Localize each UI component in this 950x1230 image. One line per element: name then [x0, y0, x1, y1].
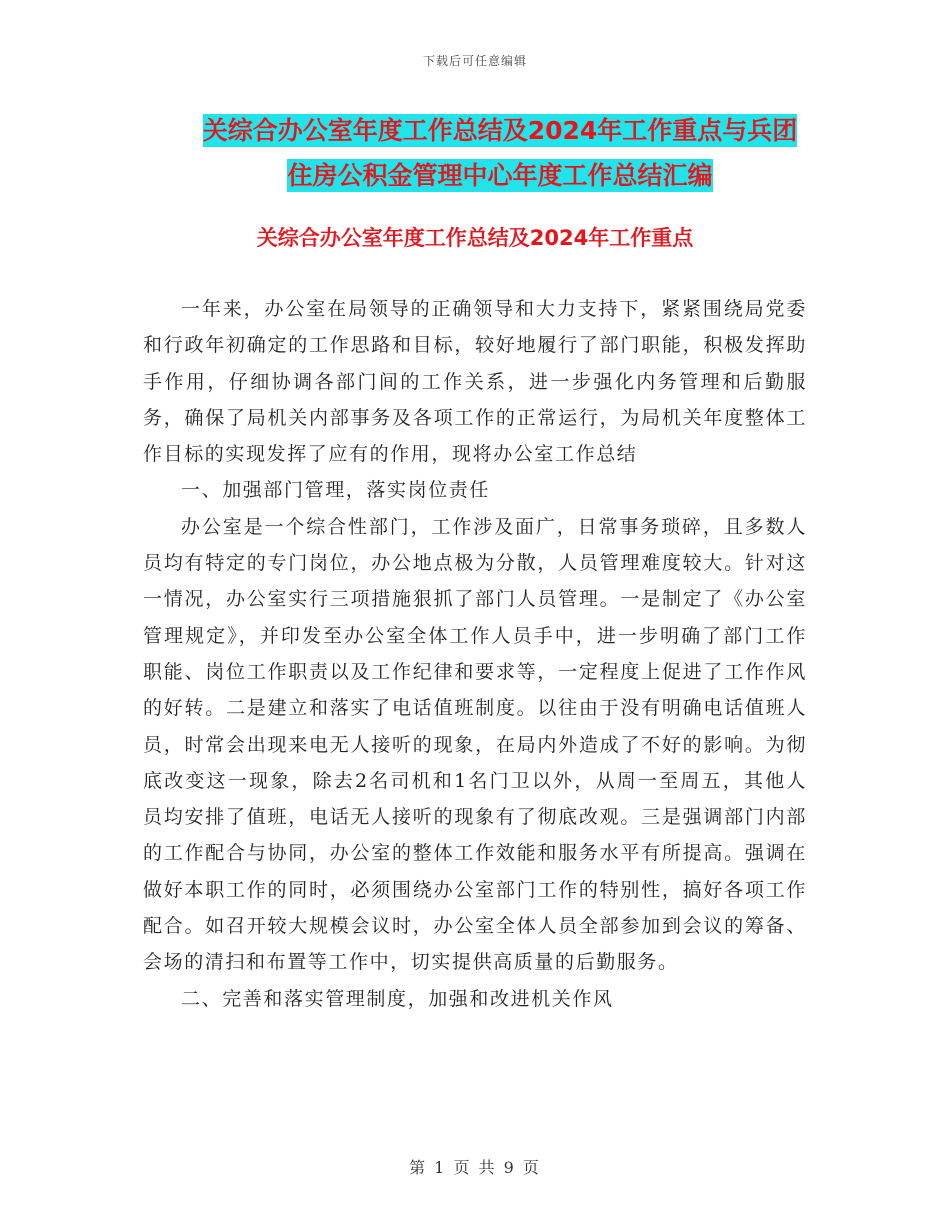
- title-line-2: 住房公积金管理中心年度工作总结汇编: [287, 161, 713, 190]
- heading-section-2: 二、完善和落实管理制度，加强和改进机关作风: [181, 987, 614, 1010]
- body-text: [143, 291, 807, 1017]
- heading-section-1: 一、加强部门管理，落实岗位责任: [181, 479, 491, 502]
- page-footer: 第 1 页 共 9 页: [409, 1158, 541, 1177]
- paragraph-intro: 一年来，办公室在局领导的正确领导和大力支持下，紧紧围绕局党委和行政年初确定的工作思路和目标，较好地履行了部门职能，积极发挥助手作用，仔细协调各部门间的工作关系，进一步强化内务管理和后勤服务，确保了局机关内部事务及各项工作的正常运行，为局机关年度整体工作目标的实现发挥了应有的作用，现将办公室工作总结: [143, 298, 807, 466]
- header-note: 下载后可任意编辑: [422, 54, 527, 68]
- paragraph-section-1: 办公室是一个综合性部门，工作涉及面广，日常事务琐碎，且多数人员均有特定的专门岗位，办公地点极为分散，人员管理难度较大。针对这一情况，办公室实行三项措施狠抓了部门人员管理。一是制定了《办公室管理规定》，并印发至办公室全体工作人员手中，进一步明确了部门工作职能、岗位工作职责以及工作纪律和要求等，一定程度上促进了工作作风的好转。二是建立和落实了电话值班制度。以往由于没有明确电话值班人员，时常会出现来电无人接听的现象，在局内外造成了不好的影响。为彻底改变这一现象，除去2名司机和1名门卫以外，从周一至周五，其他人员均安排了值班，电话无人接听的现象有了彻底改观。三是强调部门内部的工作配合与协同，办公室的整体工作效能和服务水平有所提高。强调在做好本职工作的同时，必须围绕办公室部门工作的特别性，搞好各项工作配合。如召开较大规模会议时，办公室全体人员全部参加到会议的筹备、会场的清扫和布置等工作中，切实提供高质量的后勤服务。: [143, 515, 807, 974]
- title-line-1: 关综合办公室年度工作总结及2024年工作重点与兵团: [202, 116, 798, 145]
- section-title: 关综合办公室年度工作总结及2024年工作重点: [256, 226, 694, 250]
- document-title: [140, 108, 860, 198]
